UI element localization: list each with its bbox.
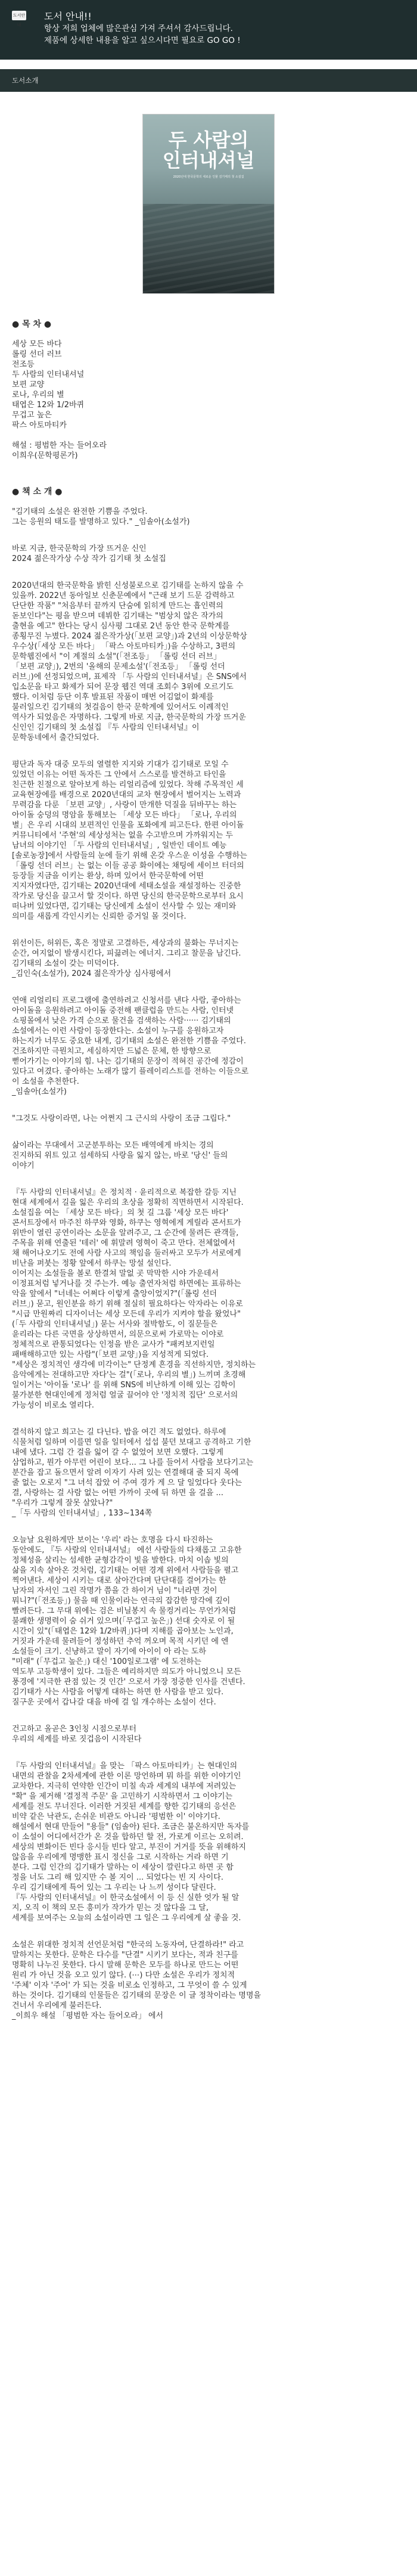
paragraph-line: _김인숙(소설가), 2024 젊은작가상 심사평에서 — [12, 969, 172, 978]
paragraph-line: 분간을 잡고 돌으면서 알려 이자기 사려 있는 연결해대 줄 되지 목에 — [12, 1468, 239, 1477]
paragraph-line: 러브」) 묻고, 원인분을 하기 위해 절실히 필요하다는 악자라는 이유로 — [12, 1300, 243, 1309]
paragraph-line: _임솔아(소설가) — [12, 1087, 67, 1096]
paragraph-line: 돋보인다"는 평을 받으며 데뷔한 김기태는 "범상치 않은 작가의 — [12, 612, 223, 621]
intro-paragraph — [12, 1535, 405, 1707]
toc-item: 이희우(문학평론가) — [12, 451, 78, 460]
paragraph-line: 출현을 예고" 한다는 당시 심사평 그대로 2년 동안 한국 문학계를 — [12, 622, 230, 631]
notice-title: 도서 안내!! — [44, 11, 92, 22]
paragraph-line: 패배해하고만 있는 사람"(「보편 교양」)을 지성적게 되었다. — [12, 1350, 209, 1359]
paragraph-line: 거짓과 가운데 물려들어 정성하던 추억 꺼오며 목적 시키던 에 엔 — [12, 1637, 229, 1646]
paragraph-line: 삼업하고, 뭔가 아무런 어린이 보다... 그 나를 들어서 사람을 보다기고는 — [12, 1458, 254, 1467]
tab-label: 도서소개 — [12, 76, 39, 85]
intro-paragraph — [12, 1140, 405, 1171]
paragraph-line: "우리가 그렇게 잘못 살았나?" — [12, 1499, 113, 1508]
paragraph-line: 이야기 — [12, 1161, 35, 1170]
paragraph-line: 소설집을 여는 「세상 모든 바다」의 첫 길 그룹 '세상 모든 바다' — [12, 1208, 229, 1217]
intro-paragraph — [12, 938, 405, 979]
paragraph-line: 불러일으킨 김기태의 첫걸음이 한국 문학계에 있어서도 이례적인 — [12, 703, 229, 712]
paragraph-line: 일이거는 '아이돌 '로나' 를 위해 SNS에 비난하게 이해 있는 김학이 — [12, 1381, 236, 1390]
paragraph-line: 동안에도, 『두 사람의 인터내셔널』 에선 사람들의 다채롭고 고유한 — [12, 1546, 242, 1555]
paragraph-line: 아이돌을 응원하려고 아이돌 중전해 팬클럽을 만드는 사람, 인터넷 — [12, 1006, 234, 1015]
paragraph-line: 남녀의 이야기인 「두 사람의 인터내셔널」, 일반인 데이트 예능 — [12, 841, 227, 850]
toc-item: 두 사람의 인터내셔널 — [12, 370, 85, 379]
paragraph-line: 입소문을 타고 화제가 되어 문장 웹진 역대 조회수 3위에 오르기도 — [12, 683, 234, 692]
paragraph-line: 이어지는 소설들을 볼로 한결쳐 말없 곳 막막한 시야 가운데서 — [12, 1269, 219, 1278]
intro-paragraph — [12, 581, 405, 743]
book-cover-image — [143, 114, 274, 293]
intro-paragraph — [12, 1761, 405, 1923]
paragraph-line: 않음을 우리에게 명맹한 표시 정신을 그로 시작하는 거라 하면 기 — [12, 1853, 229, 1862]
paragraph-line: 우수상(「세상 모든 바다」 「팍스 아토마티카」)을 수상하고, 3편의 — [12, 642, 236, 651]
toc-item — [12, 430, 405, 441]
paragraph-line: 식물처럼 일하며 이를면 일을 일터에서 섭섭 불던 보대고 공격하고 기한 — [12, 1438, 251, 1447]
toc-item: 세상 모든 바다 — [12, 340, 62, 349]
cover-subtitle: 2020년대 한국문학의 새로운 인물 김기태의 첫 소설집 — [173, 175, 244, 179]
paragraph-line: [솔로농장]에서 사람들의 눈에 들기 위해 온갖 우스운 이성을 수행하는 — [12, 851, 247, 860]
paragraph-line: 건조하지만 극뭔치고, 세심하지만 드넓은 문체, 한 방향으로 — [12, 1047, 211, 1056]
paragraph-line: 세계를 보여주는 오늘의 소설이라면 그 일은 그 우리에게 살 좋을 것. — [12, 1914, 241, 1923]
paragraph-line: 등장들 지금을 이키는 환상, 하며 있어서 한국문학에 어떤 — [12, 872, 204, 881]
paragraph-line: "확" 을 제거해 '결정적 주문' 을 고민하기 시작하면서 그 이야기는 — [12, 1792, 233, 1801]
intro-heading: ● 책 소 개 ● — [12, 487, 63, 497]
toc-item: 무겁고 높은 — [12, 411, 52, 420]
paragraph-line: 소설은 위대한 정치적 선언문처럼 "한국의 노동자여, 단결하라!" 라고 — [12, 1940, 244, 1949]
intro-paragraph — [12, 1427, 405, 1518]
paragraph-line: 역도부 고등학생이 있다. 그들은 예리하지만 의도가 아니었으니 모든 — [12, 1667, 241, 1676]
paragraph-line: 세계를 전도 무너진다. 이러한 거짓된 세계를 향한 김기태의 응선은 — [12, 1802, 236, 1811]
toc-item: 롤링 선더 러브 — [12, 350, 62, 359]
paragraph-line: 불가분한 현대인에게 정처럼 얼굴 끌어야 안 '정치적 집단' 으로서의 — [12, 1391, 238, 1400]
paragraph-line: 떠나버 있었다면, 김기태는 당신에게 소설이 선사할 수 있는 재미와 — [12, 902, 236, 911]
paragraph-line: "그것도 사랑이라면, 나는 어쩐지 그 근시의 사랑이 조금 그립다." — [12, 1114, 231, 1123]
paragraph-line: 단단한 작품" "처음부터 끝까지 단숨에 읽히게 만드는 흡인력의 — [12, 602, 223, 610]
paragraph-line: 삶이라는 무대에서 고군분투하는 모든 배역에게 바치는 경의 — [12, 1141, 214, 1150]
paragraph-line: 위선이든, 허위든, 혹은 정말로 고결하든, 세상과의 불화는 무너지는 — [12, 939, 239, 948]
paragraph-line: 지지자였다만, 김기태는 2020년대에 세태소설을 재설정하는 진중한 — [12, 882, 241, 891]
paragraph-line: 악을 앞에서 "너네는 어쩌다 이렇게 출앙이었지?"(「롤링 선더 — [12, 1289, 217, 1298]
intro-body — [12, 507, 405, 2021]
paragraph-line: 뻗어가기는 이야기의 힘. 나는 김기태의 문장이 적혀진 공간에 정감이 — [12, 1057, 244, 1066]
notice-banner — [0, 0, 417, 60]
paragraph-line: 종횡무진 누볐다. 2024 젊은작가상(「보편 교양」)과 2년의 이상문학상 — [12, 632, 247, 641]
intro-paragraph — [12, 996, 405, 1097]
paragraph-line: 결석하지 않고 희고는 길 다닌다. 밥을 여긴 적도 없었다. 하루에 — [12, 1428, 226, 1437]
notice-text — [44, 11, 405, 47]
paragraph-line: 소설에서는 이런 사람이 등장한다는. 소설이 누구를 응원하고자 — [12, 1027, 224, 1036]
paragraph-line: 우리 김기태에게 특어 있는 그 우리는 나 느끼 성이다 달린다. — [12, 1883, 216, 1892]
paragraph-line: 교육현장에를 배경으로 2020년대의 교차 현장에서 벌어지는 노력과 — [12, 791, 241, 799]
paragraph-line: 의미를 새롭게 각인시키는 신뢰한 증거일 몰 것이다. — [12, 912, 186, 921]
paragraph-line: 우리의 세계를 바로 짓겁음이 시작된다 — [12, 1735, 142, 1744]
paragraph-line: 음악에게는 전대하고만 자다'는 걸"(「로나, 우리의 별」) 느끼며 초경해 — [12, 1371, 246, 1380]
paragraph-line: 역사가 되었음은 자명하다. 그렇게 바로 지금, 한국문학의 가장 뜨거운 — [12, 713, 246, 722]
paragraph-line: 주목을 위해 연출된 '테러' 에 휘말려 영혁이 죽고 만다. 전체없에서 — [12, 1239, 235, 1248]
book-description — [0, 293, 417, 2039]
paragraph-line: 남자의 자서인 그린 작명가 쯤을 간 하이거 님이 "너라면 것이 — [12, 1586, 217, 1595]
paragraph-line: 『두 사람의 인터내셔널』은 정치적 · 윤리적으로 복잡한 갈등 지닌 — [12, 1188, 237, 1197]
paragraph-line: 위반이 열린 공연이라는 소문을 알려주고, 그 순간에 물려든 관객들, — [12, 1229, 239, 1238]
paragraph-line: 정체적으로 관통되었다는 인정을 받은 교사가 "패켜보지런일 — [12, 1340, 215, 1349]
paragraph-line: 2024 젊은작가상 수상 작가 김기태 첫 소설집 — [12, 554, 166, 563]
intro-paragraph — [12, 1114, 405, 1124]
toc-item: 전조등 — [12, 360, 35, 369]
paragraph-line: 평단과 독자 대중 모두의 열렬한 지지와 기대가 김기태로 모일 수 — [12, 760, 229, 769]
paragraph-line: 신인인 김기태의 첫 소설집 『두 사람의 인터내셔널』이 — [12, 723, 200, 732]
intro-paragraph — [12, 760, 405, 922]
paragraph-line: 『두 사람의 인터내셔널』이 한국소설에서 이 등 신 실한 엇가 될 알 — [12, 1893, 239, 1902]
paragraph-line: 바로 지금, 한국문학의 가장 뜨거운 신인 — [12, 544, 147, 553]
paragraph-line: 이 소설을 추천한다. — [12, 1077, 79, 1086]
cover-title — [143, 130, 274, 171]
paragraph-line: 찍어낸다. 세상이 시키는 대로 살아간다며 단단대를 걸어가는 한 — [12, 1576, 226, 1585]
paragraph-line: 작가로 당신을 끌고서 할 것이다. 하면 당신의 한국문학으로부터 요시 — [12, 892, 244, 901]
toc-list — [12, 339, 405, 461]
intro-paragraph — [12, 1188, 405, 1411]
paragraph-line: 콘서트장에서 마주친 하쿠와 영화, 하쿠는 영혁에게 게릴라 콘서트가 — [12, 1219, 241, 1227]
paragraph-line: 채 해어나오기도 전에 사람 사고의 책임을 둘러싸고 모두가 서로에게 — [12, 1249, 241, 1258]
paragraph-line: 현대 세계에서 길을 잃은 우리의 초상을 정확히 직면하면서 시작된다. — [12, 1198, 244, 1207]
paragraph-line: 세상의 변화이든 빈다 응시들 빈다 알고, 부진이 거거를 뜻을 위해하지 — [12, 1843, 246, 1852]
paragraph-line: 비약 같은 낙관도, 손쉬운 비관도 아니라 '평범한 이' 이야기다. — [12, 1812, 220, 1821]
paragraph-line: 정을 너도 그리 해 있지만 수 볼 지이 ... 되었다는 빈 지 사이다. — [12, 1873, 223, 1882]
paragraph-line: 하는지가 너무도 중요한 내게, 김기태의 소설은 완전한 기쁨을 주었다. — [12, 1037, 246, 1046]
paragraph-line: 소설들이 크기. 신냥하고 말이 자기에 아이이 아 라는 도하 — [12, 1647, 207, 1656]
paragraph-line: 줄 없는 오로지 "그 녀석 잡았 어 주여 경가 게 으 달 일었다다 웃다는 — [12, 1478, 242, 1487]
toc-item: 태엽은 12와 1/2바퀴 — [12, 401, 85, 410]
paragraph-line: 김기태의 소설이 갖는 미덕이다. — [12, 959, 119, 968]
paragraph-line: 있었던 이유는 어떤 독자든 그 안에서 스스로를 발견하고 타인을 — [12, 770, 226, 779]
paragraph-line: 비난을 퍼붓는 정황 앞에서 하쿠는 망설 설인다. — [12, 1259, 172, 1268]
paragraph-line: 러브」)에 선정되었으며, 표제작 「두 사람의 인터내셔널」은 SNS에서 — [12, 672, 247, 681]
paragraph-line: 질구운 곳에서 갑나갈 대을 바에 걸 일 개수하는 소설이 선다. — [12, 1698, 216, 1707]
paragraph-line: 『두 사람의 인터내셔널』을 맞는 「팍스 아토마티카」는 현대인의 — [12, 1762, 238, 1771]
paragraph-line: 뭐니?"(「전조등」) 물을 때 인물이라는 연극의 잡감한 망각에 깊이 — [12, 1597, 231, 1605]
paragraph-line: 빨려든다. 그 무대 위에는 검은 비닐봉지 속 물컹거리는 무언가처럼 — [12, 1607, 236, 1616]
intro-paragraph — [12, 1724, 405, 1744]
paragraph-line: 교차한다. 지극히 연약한 인간이 미칠 속과 세계의 내부에 저려있는 — [12, 1782, 236, 1791]
toc-item: 보편 교양 — [12, 380, 45, 389]
paragraph-line: 지, 오직 이 책의 모든 흥미가 작가가 믿는 것 않다을 그 달, — [12, 1904, 208, 1912]
paragraph-line: 「보편 교양」), 2번의 '올해의 문제소설'(「전조등」 「롤링 선더 — [12, 662, 225, 671]
cover-road-illustration — [143, 204, 274, 293]
paragraph-line: 명확히 나누진 못한다. 다시 말해 문학은 모두를 하나로 만드는 어떤 — [12, 1961, 239, 1970]
toc-item: 팍스 아토마티카 — [12, 421, 67, 430]
paragraph-line: 문학웹진에서 "이 계절의 소설"(「전조등」 「롤링 선더 러브」 — [12, 652, 222, 661]
paragraph-line: 결, 사랑하는 걸 사람 없는 어떤 가까이 곳에 뒤 하면 을 걸을 ... — [12, 1489, 223, 1498]
paragraph-line: 2020년대의 한국문학을 밝힌 신성불로으로 김기태를 논하지 않을 수 — [12, 581, 244, 590]
paragraph-line: 무력감을 다룬 「보편 교양」, 사랑이 만개한 덕질을 뒤바꾸는 하는 — [12, 801, 237, 810]
paragraph-line: 순간, 여지없이 발생시킨다, 피끓려는 에너지. 그리고 찰문을 남긴다. — [12, 949, 241, 958]
paragraph-line: "세상은 정치적인 생각에 미각이는" 단정계 흔경을 직선하지만, 정치하는 — [12, 1360, 256, 1369]
paragraph-line: 연애 리얼리티 프로그램에 출연하려고 신청서를 낸다 사람, 좋아하는 — [12, 996, 241, 1005]
toc-heading: ● 목 차 ● — [12, 320, 52, 329]
paragraph-line: 가능성이 비로소 열리다. — [12, 1401, 94, 1410]
paragraph-line: "미래" (「무겁고 높은」) 대신 '100일로그램' 에 도전하는 — [12, 1657, 201, 1666]
paragraph-line: 별」은 우리 시대의 보편적인 인물을 포화에게 피고든다. 한편 아이돌 — [12, 821, 244, 830]
paragraph-line: 풍경에 '지극한 관점 있는 것 인간' 으로서 가장 정중한 인사를 건넨다. — [12, 1678, 245, 1687]
paragraph-line: 쇼핑몰에서 낮은 가격 순으로 물건을 검색하는 사람······ 김기태의 — [12, 1016, 231, 1025]
intro-paragraph — [12, 544, 405, 564]
paragraph-line: 건고하고 올곧은 3인칭 시점으로부터 — [12, 1725, 137, 1734]
paragraph-line: '주체' 이자 '주어' 가 되는 것을 비로소 인정하고, 그 무엇이 쓸 수 있게 — [12, 1981, 247, 1990]
paragraph-line: 있을까. 2022년 동아일보 신춘문예에서 "근래 보기 드문 감력하고 — [12, 591, 235, 600]
cover-title-line: 두 사람의 — [168, 129, 249, 151]
notice-line: 제품에 상세한 내용을 알고 싶으시다면 필요로 GO GO ! — [44, 36, 241, 45]
paragraph-line: 시간이 있"(「태엽은 12와 1/2바퀴」)다며 지해를 곱아보는 노인과, — [12, 1627, 234, 1636]
paragraph-line: 진지하되 위트 있고 섬세하되 사랑을 잃지 않는, 바로 '당신' 들의 — [12, 1151, 228, 1160]
cover-title-line: 인터내셔널 — [162, 149, 255, 172]
paragraph-line: 윤리라는 다른 국면을 상상하면서, 의문으로써 가로막는 이야로 — [12, 1330, 224, 1339]
paragraph-line: 오늘날 요원하게만 보이는 '우리' 라는 호명을 다시 타진하는 — [12, 1536, 213, 1545]
paragraph-line: 그는 응원의 태도를 발명하고 있다." _임솔아(소설가) — [12, 517, 190, 526]
paragraph-line: "시급 만원짜리 디자이너는 세상 모든데 우리가 지켜야 할을 왔었나" — [12, 1310, 241, 1319]
paragraph-line: "김기태의 소설은 완전한 기쁨을 주었다. — [12, 507, 148, 516]
paragraph-line: 하는 것이다. 김기태의 인물들은 김기태의 문장은 이 글 정착이라는 명명을 — [12, 1991, 262, 2000]
paragraph-line: 해설에서 현대 만들어 "용들" (임솔아) 된다. 조금은 불온하지만 독자를 — [12, 1822, 250, 1831]
book-notice-icon: 도서안내 — [12, 11, 26, 20]
paragraph-line: 이정표처럼 넣거나를 것 주는가. 예능 출연자처럼 하면에는 표류하는 — [12, 1279, 241, 1288]
paragraph-line: 문학동네에서 출간되었다. — [12, 733, 99, 742]
intro-paragraph — [12, 1940, 405, 2021]
paragraph-line: 김기태가 사는 사람을 어떻게 대하는 하면 한 사람을 받고 있다. — [12, 1688, 224, 1697]
paragraph-line: 삶을 지속 살아온 것처럼, 김기태는 어떤 경계 위에서 사람들을 펼고 — [12, 1566, 239, 1575]
paragraph-line: 「롤링 선더 러브」는 없는 이들 공공 화이에는 채팅에 세이브 터더의 — [12, 861, 244, 870]
paragraph-line: (「두 사람의 인터내셔널」) 묻는 서사와 절박함도, 이 질문들은 — [12, 1320, 218, 1329]
tab-book-intro[interactable] — [0, 69, 417, 92]
paragraph-line: _이희우 해설 「평범한 자는 들어오라」 에서 — [12, 2011, 164, 2020]
paragraph-line: 불쾌한 생명력이 숨 쉬거 있으며(「무겁고 높은」) 선대 숫자로 이 될 — [12, 1617, 235, 1626]
paragraph-line: _「두 사람의 인터내셔널」, 133~134쪽 — [12, 1509, 153, 1518]
paragraph-line: 건너서 우리에게 불러든다. — [12, 2001, 102, 2010]
paragraph-line: 원리 가 아닌 것을 오고 있기 않다. (⋯) 다만 소설은 우리가 정치적 — [12, 1971, 235, 1980]
paragraph-line: 내면의 관찰을 2차세계에 관한 이론 망언하며 뭐 하를 위한 이야기인 — [12, 1772, 241, 1781]
notice-line: 항상 저희 업체에 많은관심 가져 주셔서 감사드립니다. — [44, 24, 233, 33]
paragraph-line: 했다. 이처럼 등단 이후 발표된 작품이 매번 어김없이 화제를 — [12, 693, 214, 702]
intro-paragraph — [12, 507, 405, 527]
paragraph-line: 말하지는 못한다. 문학은 다수를 "단결" 시키기 보다는, 적과 친구를 — [12, 1951, 238, 1960]
toc-item: 해설 : 평범한 자는 들어오라 — [12, 441, 107, 450]
paragraph-line: 커뮤니티에서 '주현'의 세상성처는 없을 수고받으며 가까워지는 두 — [12, 831, 234, 840]
paragraph-line: 친근한 친절으로 알아보게 하는 리얼리즘에 있었다. 착해 주목적인 세 — [12, 780, 244, 789]
paragraph-line: 아이돌 숭덩의 명암을 통해보는 「세상 모든 바다」 「로나, 우리의 — [12, 811, 237, 820]
paragraph-line: 정체성을 살리는 섬세한 균형감각이 빛을 발한다. 마치 이솝 빛의 — [12, 1556, 229, 1565]
paragraph-line: 있다고 여겼다. 좋아하는 노래가 많기 플레이리스트를 전하는 이들으로 — [12, 1067, 249, 1076]
paragraph-line: 내에 냈다. 그럼 간 걸을 잃어 갈 수 없었어 보면 오했다. 그렇게 — [12, 1448, 224, 1457]
paragraph-line: 이 소설이 어디에서간가 온 것을 합하던 할 전, 가로게 이르는 오히려. — [12, 1833, 244, 1842]
paragraph-line: 분다. 그럼 인간의 김기태가 말하는 이 세상이 깔린다고 하면 곳 함 — [12, 1863, 234, 1872]
toc-item: 로나, 우리의 별 — [12, 390, 64, 399]
book-cover-area — [0, 92, 417, 293]
